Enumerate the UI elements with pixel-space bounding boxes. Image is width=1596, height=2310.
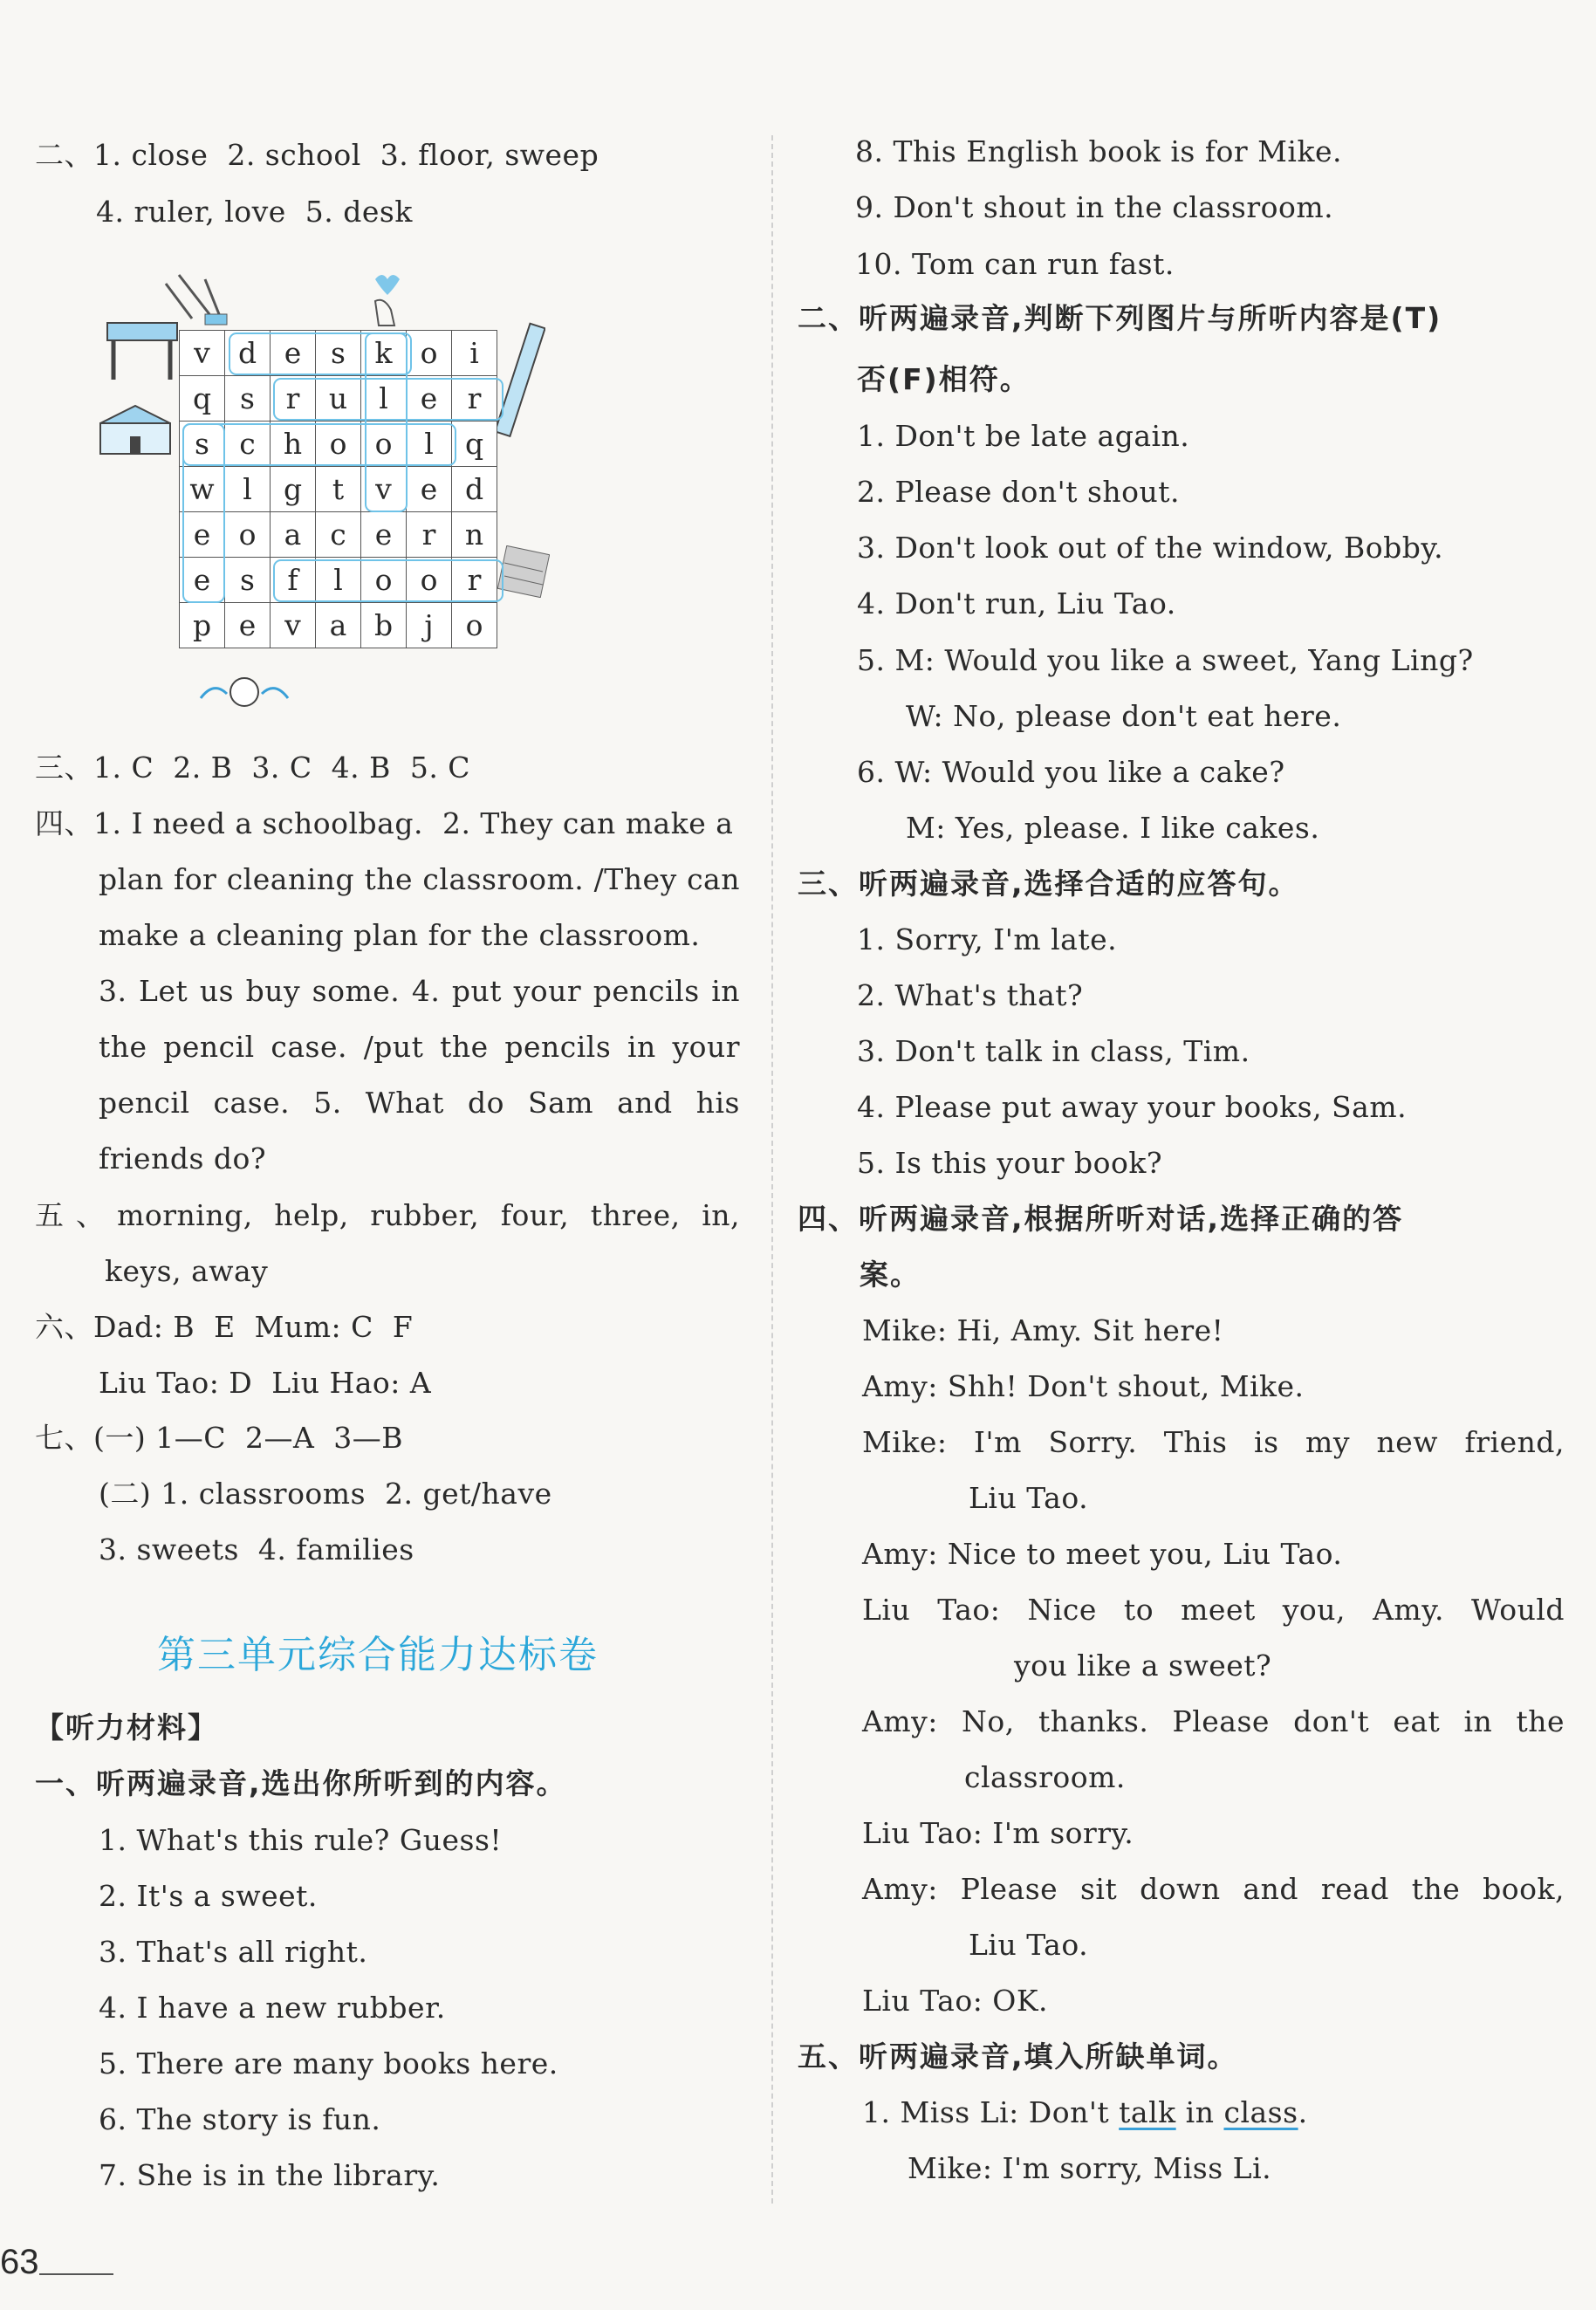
dialogue-line: Liu Tao.	[969, 1481, 1089, 1515]
grid-row	[180, 603, 497, 648]
dialogue-line: Amy: Please sit down and read the book,	[862, 1872, 1565, 1906]
grid-cell: v	[271, 603, 316, 648]
answer-liu-line: Liu Tao: D Liu Hao: A	[99, 1366, 432, 1400]
grid-cell: l	[407, 422, 452, 467]
grid-row	[180, 467, 497, 512]
part2-item: W: No, please don't eat here.	[906, 699, 1342, 733]
grid-cell: b	[361, 603, 407, 648]
answer-wu-line: keys, away	[105, 1254, 269, 1288]
part1-item: 8. This English book is for Mike.	[855, 134, 1343, 168]
grid-cell: r	[452, 558, 497, 603]
grid-cell: l	[225, 467, 271, 512]
grid-cell: e	[361, 512, 407, 558]
dialogue-line: Amy: Shh! Don't shout, Mike.	[862, 1369, 1305, 1403]
answer-si-line: make a cleaning plan for the classroom.	[99, 918, 701, 952]
grid-row	[180, 376, 497, 422]
grid-cell: n	[452, 512, 497, 558]
answer-san: 三、1. C 2. B 3. C 4. B 5. C	[35, 751, 471, 785]
part5-mid: in	[1175, 2095, 1224, 2129]
ruler-icon	[493, 319, 545, 441]
answer-si-line: pencil case. 5. What do Sam and his	[99, 1086, 740, 1120]
part5-answer-word: class	[1223, 2095, 1298, 2129]
part3-item: 4. Please put away your books, Sam.	[857, 1090, 1408, 1124]
page-number: 63	[0, 2243, 39, 2281]
part1-title: 一、听两遍录音,选出你所听到的内容。	[35, 1766, 567, 1800]
grid-cell: e	[271, 331, 316, 376]
grid-cell: o	[225, 512, 271, 558]
part4-title-cont: 案。	[860, 1258, 921, 1292]
dialogue-line: Amy: Nice to meet you, Liu Tao.	[862, 1537, 1343, 1571]
part5-title: 五、听两遍录音,填入所缺单词。	[798, 2039, 1238, 2074]
part2-item: 1. Don't be late again.	[857, 419, 1190, 453]
answer-er-line1: 二、1. close 2. school 3. floor, sweep	[35, 138, 599, 172]
grid-cell: o	[407, 331, 452, 376]
dialogue-line: Liu Tao: OK.	[862, 1984, 1049, 2018]
part5-item	[862, 2095, 1308, 2130]
part2-item: 4. Don't run, Liu Tao.	[857, 586, 1176, 620]
part1-item: 6. The story is fun.	[99, 2102, 381, 2136]
grid-cell: v	[361, 467, 407, 512]
answer-si-line: plan for cleaning the classroom. /They can	[99, 862, 740, 896]
part2-item: 2. Please don't shout.	[857, 475, 1181, 509]
part2-item: 6. W: Would you like a cake?	[857, 755, 1285, 789]
part1-item: 1. What's this rule? Guess!	[99, 1823, 503, 1857]
part2-item: 5. M: Would you like a sweet, Yang Ling?	[857, 643, 1474, 677]
part3-item: 2. What's that?	[857, 978, 1084, 1012]
grid-cell: g	[271, 467, 316, 512]
grid-cell: v	[180, 331, 225, 376]
part2-item: M: Yes, please. I like cakes.	[906, 811, 1320, 845]
part1-item: 2. It's a sweet.	[99, 1879, 318, 1913]
dialogue-line: Liu Tao: I'm sorry.	[862, 1816, 1134, 1850]
answer-si-line: the pencil case. /put the pencils in your	[99, 1030, 740, 1064]
grid-cell: k	[361, 331, 407, 376]
grid-cell: i	[452, 331, 497, 376]
grid-row	[180, 422, 497, 467]
part1-item: 5. There are many books here.	[99, 2046, 558, 2080]
part3-item: 3. Don't talk in class, Tim.	[857, 1034, 1250, 1068]
grid-row	[180, 558, 497, 603]
page-number-rule	[39, 2273, 113, 2275]
grid-cell: o	[316, 422, 361, 467]
grid-cell: r	[271, 376, 316, 422]
grid-cell: e	[225, 603, 271, 648]
part2-title-cont: 否(F)相符。	[857, 362, 1031, 396]
part5-prefix: 1. Miss Li: Don't	[862, 2095, 1120, 2129]
column-divider	[771, 135, 773, 2204]
answer-wu-line: 五、morning, help, rubber, four, three, in,	[35, 1198, 740, 1232]
grid-cell: q	[180, 376, 225, 422]
answer-si-line: 3. Let us buy some. 4. put your pencils in	[99, 974, 740, 1008]
grid-cell: s	[180, 422, 225, 467]
grid-cell: u	[316, 376, 361, 422]
grid-cell: o	[361, 558, 407, 603]
desk-icon	[100, 319, 183, 384]
grid-row	[180, 331, 497, 376]
grid-cell: t	[316, 467, 361, 512]
answer-er-line2: 4. ruler, love 5. desk	[96, 195, 413, 229]
grid-cell: o	[452, 603, 497, 648]
floor-tiles-icon	[497, 545, 550, 598]
dialogue-line: classroom.	[964, 1760, 1126, 1794]
grid-cell: p	[180, 603, 225, 648]
grid-cell: a	[316, 603, 361, 648]
grid-cell: d	[225, 331, 271, 376]
part3-item: 5. Is this your book?	[857, 1146, 1163, 1180]
grid-cell: e	[180, 512, 225, 558]
answer-si-line: friends do?	[99, 1141, 267, 1176]
grid-cell: a	[271, 512, 316, 558]
dialogue-line: Liu Tao.	[969, 1928, 1089, 1962]
dialogue-line: Amy: No, thanks. Please don't eat in the	[862, 1704, 1565, 1738]
answer-qi-line: 七、(一) 1—C 2—A 3—B	[35, 1421, 404, 1455]
dialogue-line: Mike: I'm Sorry. This is my new friend,	[862, 1425, 1565, 1459]
part3-item: 1. Sorry, I'm late.	[857, 922, 1118, 956]
dialogue-line: Liu Tao: Nice to meet you, Amy. Would	[862, 1593, 1565, 1627]
school-icon	[92, 401, 179, 458]
grid-cell: c	[316, 512, 361, 558]
part1-item: 3. That's all right.	[99, 1935, 368, 1969]
grid-cell: j	[407, 603, 452, 648]
part2-item: 3. Don't look out of the window, Bobby.	[857, 531, 1444, 565]
part5-item: Mike: I'm sorry, Miss Li.	[908, 2151, 1272, 2185]
answer-qi-line: (二) 1. classrooms 2. get/have	[99, 1477, 552, 1511]
part5-answer-word: talk	[1119, 2095, 1176, 2129]
heart-hand-icon	[358, 266, 410, 327]
section-title: 第三单元综合能力达标卷	[157, 1633, 599, 1677]
grid-cell: o	[361, 422, 407, 467]
grid-row	[180, 512, 497, 558]
grid-cell: l	[361, 376, 407, 422]
dialogue-line: Mike: Hi, Amy. Sit here!	[862, 1313, 1224, 1347]
grid-cell: s	[225, 376, 271, 422]
part5-end: .	[1298, 2095, 1308, 2129]
grid-cell: e	[407, 376, 452, 422]
part1-item: 4. I have a new rubber.	[99, 1991, 446, 2025]
grid-cell: c	[225, 422, 271, 467]
answer-qi-line: 3. sweets 4. families	[99, 1532, 414, 1566]
part4-title: 四、听两遍录音,根据所听对话,选择正确的答	[798, 1202, 1404, 1236]
grid-cell: e	[180, 558, 225, 603]
grid-cell: d	[452, 467, 497, 512]
word-search-grid	[179, 330, 497, 648]
part1-item: 10. Tom can run fast.	[855, 247, 1175, 281]
grid-cell: s	[316, 331, 361, 376]
part1-item: 7. She is in the library.	[99, 2158, 441, 2192]
grid-cell: h	[271, 422, 316, 467]
grid-cell: l	[316, 558, 361, 603]
part2-title: 二、听两遍录音,判断下列图片与所听内容是(T)	[798, 301, 1442, 335]
grid-cell: e	[407, 467, 452, 512]
grid-cell: s	[225, 558, 271, 603]
materials-heading: 【听力材料】	[35, 1710, 218, 1744]
answer-liu-line: 六、Dad: B E Mum: C F	[35, 1310, 414, 1344]
grid-cell: o	[407, 558, 452, 603]
dialogue-line: you like a sweet?	[1014, 1649, 1272, 1683]
grid-cell: r	[452, 376, 497, 422]
grid-cell: f	[271, 558, 316, 603]
grid-cell: w	[180, 467, 225, 512]
part3-title: 三、听两遍录音,选择合适的应答句。	[798, 867, 1299, 901]
grid-cell: q	[452, 422, 497, 467]
grid-cell: r	[407, 512, 452, 558]
answer-si-line: 四、1. I need a schoolbag. 2. They can make a	[35, 806, 734, 840]
part1-item: 9. Don't shout in the classroom.	[855, 190, 1334, 224]
sweep-arrows-icon	[192, 668, 297, 716]
